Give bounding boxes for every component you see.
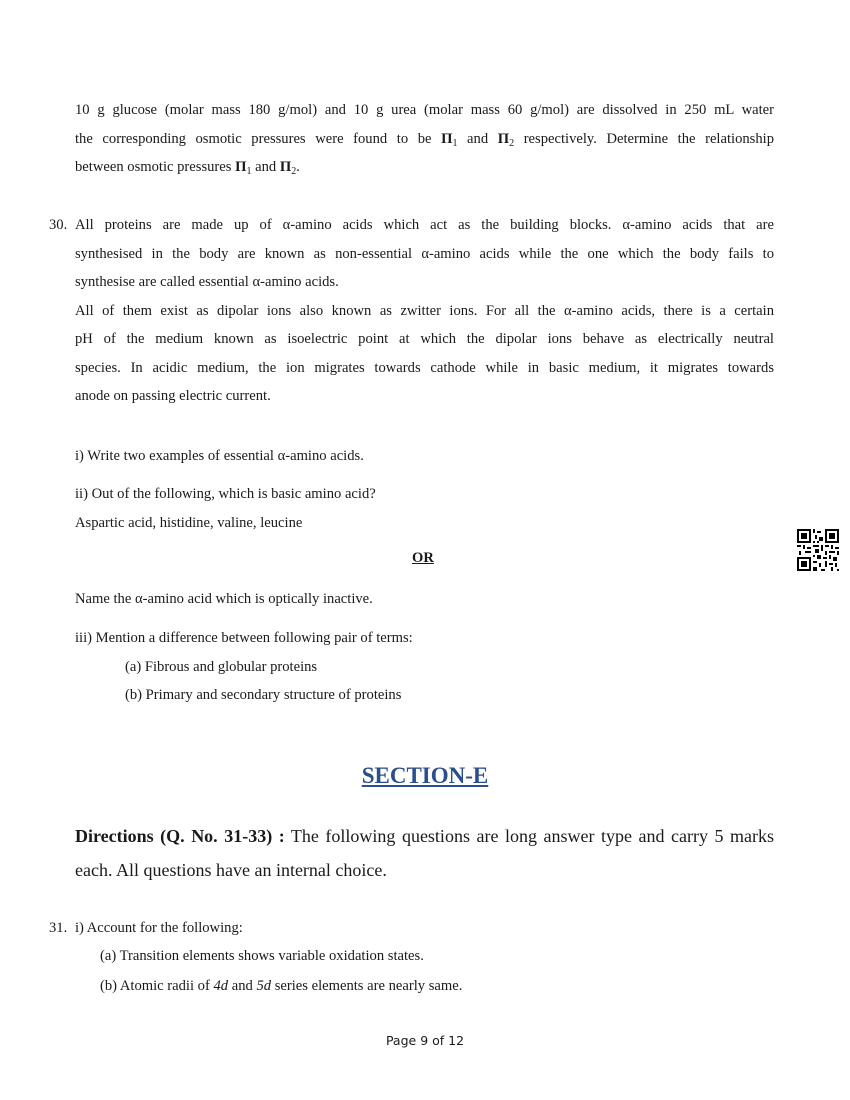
q30-subquestion-iii: iii) Mention a difference between following pair of terms: — [75, 630, 413, 646]
qr-code-icon — [797, 529, 839, 571]
q30-line: synthesised in the body are known as non-essential α-amino acids while the one which the body fails to — [75, 245, 774, 262]
q30-subquestion-iii-b: (b) Primary and secondary structure of proteins — [125, 687, 402, 703]
section-e-heading: SECTION-E — [361, 763, 489, 788]
intro-line-2: the corresponding osmotic pressures were found to be $\Pi_1$ and $\Pi_2$ respectively. Determine the relationship — [75, 130, 774, 149]
question-number-30: 30. — [49, 217, 68, 233]
directions-text: The following questions are long answer type and carry 5 marks each. All questions have an internal choice. — [75, 826, 774, 880]
question-number-31: 31. — [49, 920, 68, 936]
page-number: Page 9 of 12 — [385, 1033, 465, 1048]
q31-part-b: (b) Atomic radii of 4d and 5d series elements are nearly same. — [100, 978, 463, 994]
directions-label: Directions (Q. No. 31-33) : — [75, 826, 285, 846]
intro-paragraph — [75, 96, 774, 182]
q30-subquestion-ii-alternative: Name the α-amino acid which is optically inactive. — [75, 591, 373, 607]
q30-line: pH of the medium known as isoelectric point at which the dipolar ions behave as electrically neutral — [75, 331, 774, 347]
q30-line: species. In acidic medium, the ion migrates towards cathode while in basic medium, it migrates towards — [75, 359, 774, 376]
q30-subquestion-i: i) Write two examples of essential α-amino acids. — [75, 448, 364, 464]
q30-passage — [75, 211, 774, 411]
q30-line: All of them exist as dipolar ions also known as zwitter ions. For all the α-amino acids, there is a certain — [75, 302, 774, 319]
intro-line-1: 10 g glucose (molar mass 180 g/mol) and 10 g urea (molar mass 60 g/mol) are dissolved in 250 mL water — [75, 102, 774, 118]
q30-line: All proteins are made up of α-amino acids which act as the building blocks. α-amino acids that are — [75, 217, 774, 233]
q30-line: synthesise are called essential α-amino acids. — [75, 274, 339, 290]
q31-subquestion-i: i) Account for the following: — [75, 920, 243, 936]
or-separator: OR — [412, 550, 434, 566]
q30-subquestion-ii: ii) Out of the following, which is basic amino acid? — [75, 486, 376, 502]
q30-subquestion-iii-a: (a) Fibrous and globular proteins — [125, 659, 318, 675]
q31-part-a: (a) Transition elements shows variable oxidation states. — [100, 948, 424, 964]
q30-line: anode on passing electric current. — [75, 388, 271, 404]
intro-line-3: between osmotic pressures $\Pi_1$ and $\Pi_2$. — [75, 159, 300, 177]
section-e-directions — [75, 819, 774, 887]
q30-subquestion-ii-options: Aspartic acid, histidine, valine, leucine — [75, 515, 303, 531]
